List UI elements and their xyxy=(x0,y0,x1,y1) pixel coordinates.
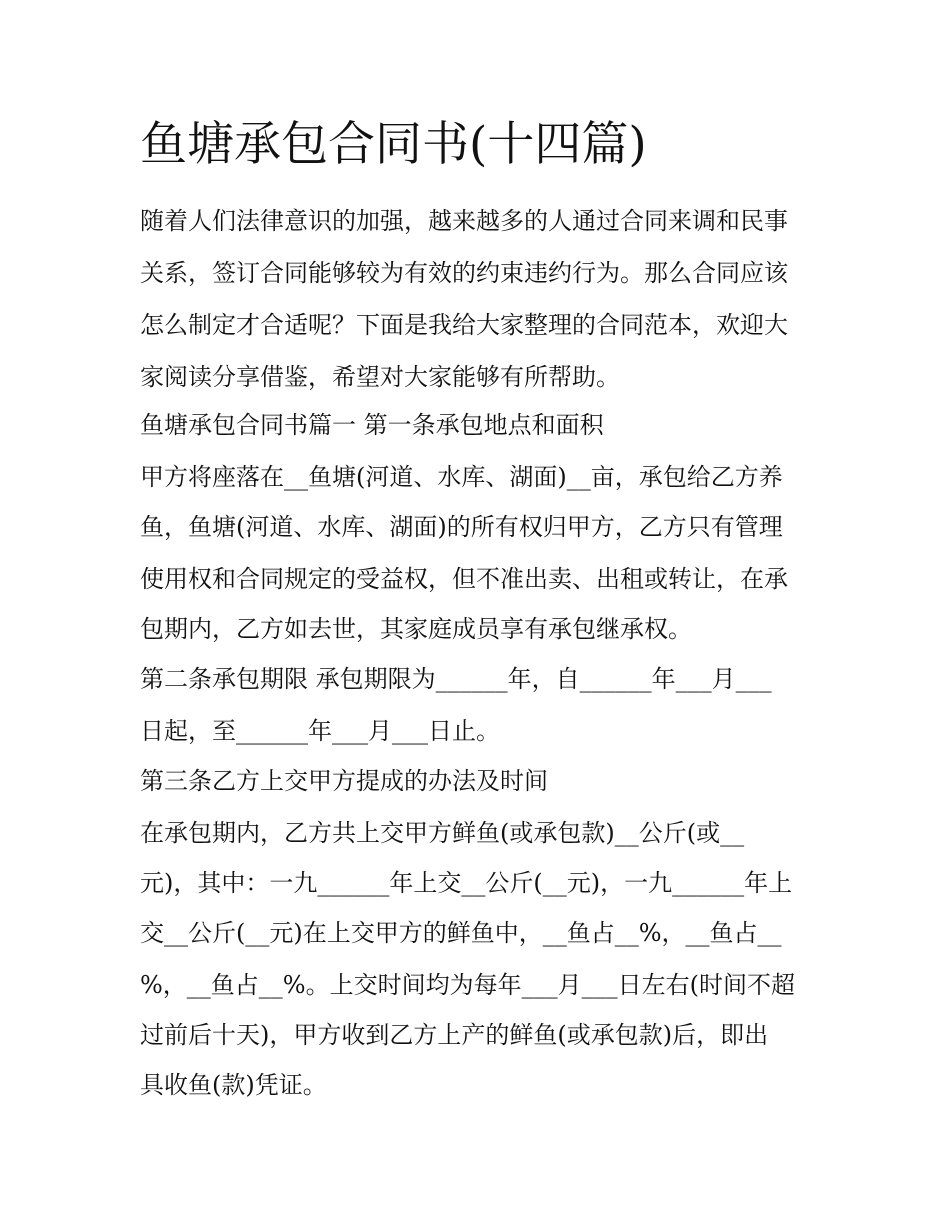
document-title: 鱼塘承包合同书(十四篇) xyxy=(140,117,647,172)
paragraph-line: 鱼，鱼塘(河道、水库、湖面)的所有权归甲方，乙方只有管理 xyxy=(140,513,783,541)
section-heading: 第三条乙方上交甲方提成的办法及时间 xyxy=(140,767,548,795)
paragraph-line: 具收鱼(款)凭证。 xyxy=(140,1071,327,1099)
paragraph-line: 元)，其中：一九______年上交__公斤(__元)，一九______年上 xyxy=(140,869,793,897)
paragraph-line: 日起，至______年___月___日止。 xyxy=(140,717,500,745)
paragraph-line: %，__鱼占__%。上交时间均为每年___月___日左右(时间不超 xyxy=(140,971,795,999)
paragraph-line: 甲方将座落在__鱼塘(河道、水库、湖面)__亩，承包给乙方养 xyxy=(140,463,783,491)
paragraph-line: 交__公斤(__元)在上交甲方的鲜鱼中，__鱼占__%，__鱼占__ xyxy=(140,919,782,947)
paragraph-line: 关系，签订合同能够较为有效的约束违约行为。那么合同应该 xyxy=(140,259,788,287)
section-heading: 鱼塘承包合同书篇一 第一条承包地点和面积 xyxy=(140,411,604,439)
paragraph-line: 家阅读分享借鉴，希望对大家能够有所帮助。 xyxy=(140,363,620,391)
paragraph-line: 第二条承包期限 承包期限为______年，自______年___月___ xyxy=(140,665,772,693)
paragraph-line: 随着人们法律意识的加强，越来越多的人通过合同来调和民事 xyxy=(140,207,788,235)
paragraph-line: 包期内，乙方如去世，其家庭成员享有承包继承权。 xyxy=(140,615,692,643)
paragraph-line: 使用权和合同规定的受益权，但不准出卖、出租或转让，在承 xyxy=(140,565,788,593)
paragraph-line: 在承包期内，乙方共上交甲方鲜鱼(或承包款)__公斤(或__ xyxy=(140,819,745,847)
paragraph-line: 过前后十天)，甲方收到乙方上产的鲜鱼(或承包款)后，即出 xyxy=(140,1021,769,1049)
paragraph-line: 怎么制定才合适呢？下面是我给大家整理的合同范本，欢迎大 xyxy=(140,311,788,339)
